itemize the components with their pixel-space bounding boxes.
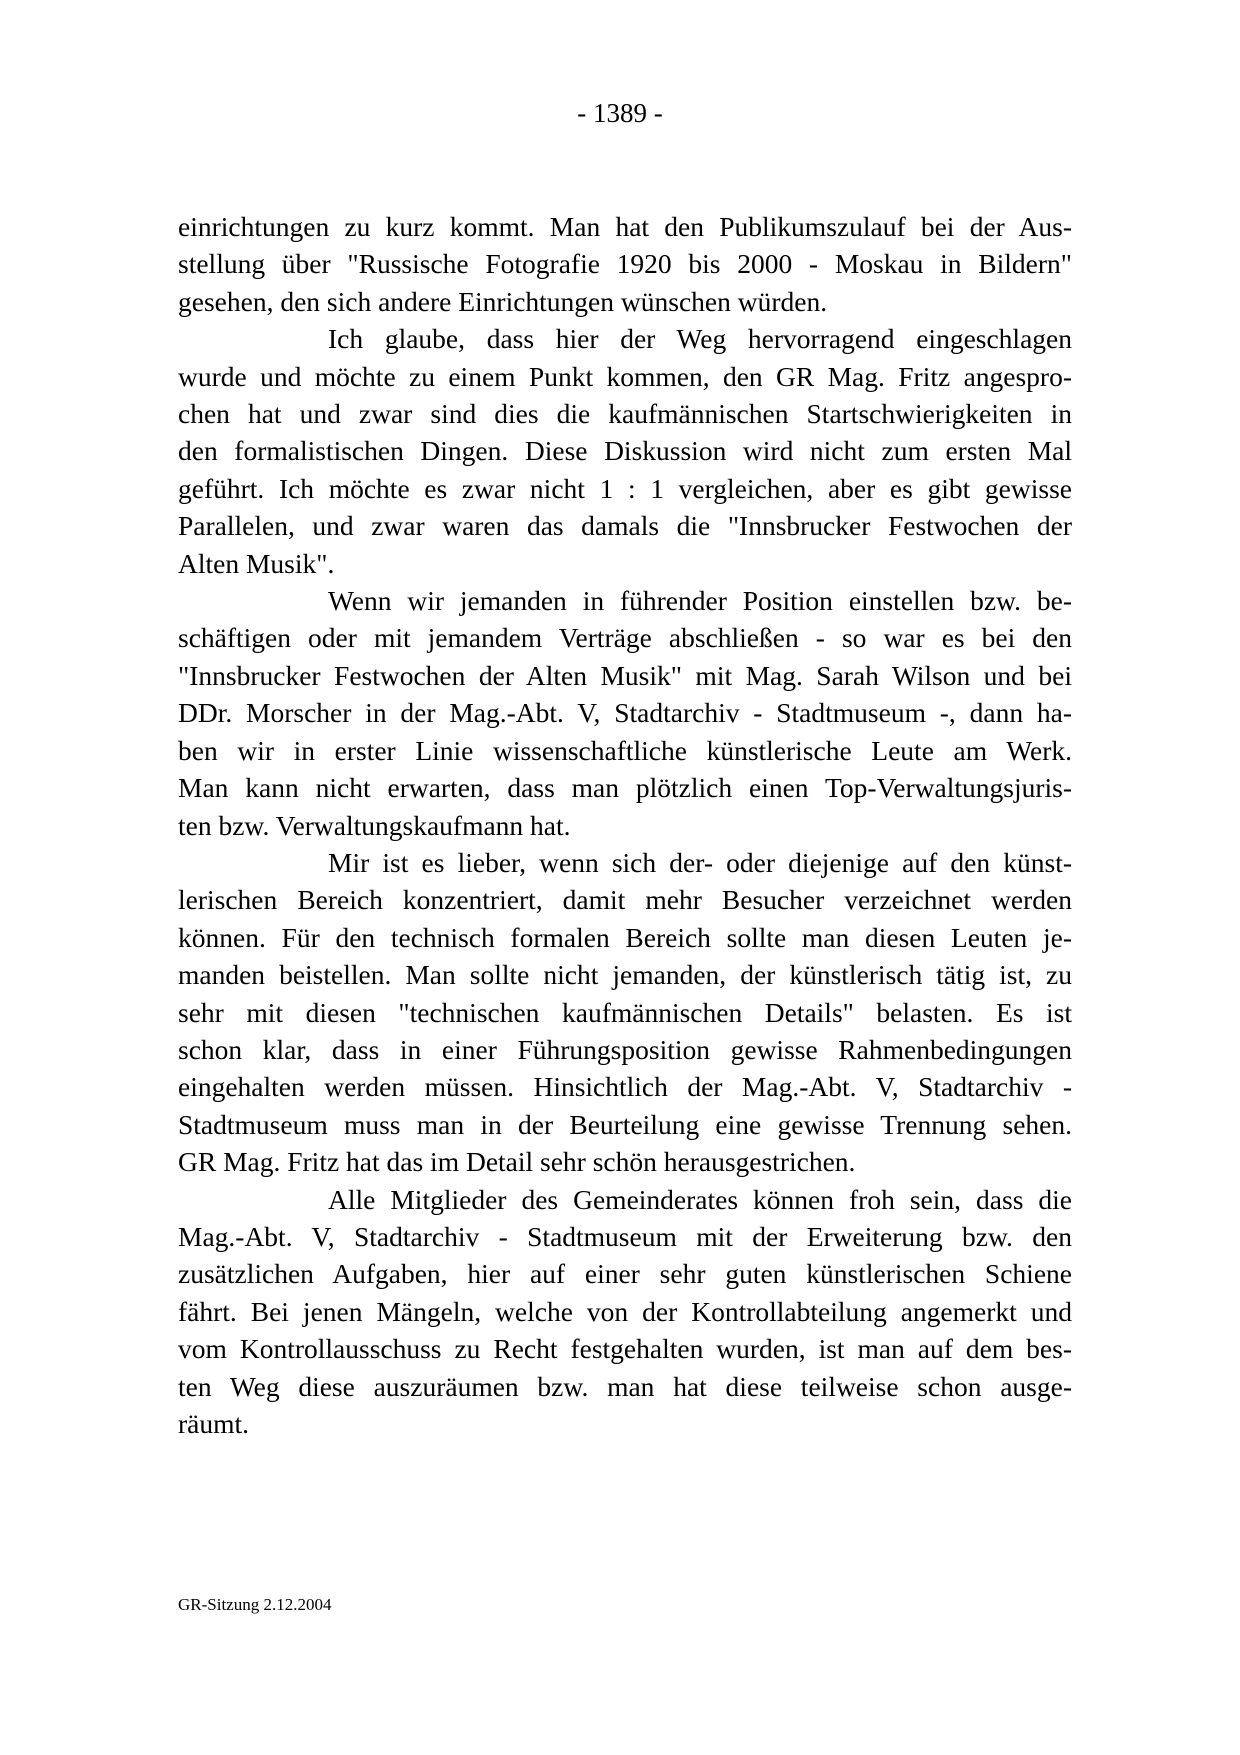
text-line: ten bzw. Verwaltungskaufmann hat. (178, 809, 571, 841)
paragraph-3 (178, 582, 1072, 844)
text-line: eingehalten werden müssen. Hinsichtlich der Mag.-Abt. V, Stadtarchiv - (178, 1071, 1072, 1103)
text-line: ben wir in erster Linie wissenschaftliche künstlerische Leute am Werk. (178, 734, 1072, 766)
paragraph-2 (178, 320, 1072, 582)
text-line: Mag.-Abt. V, Stadtarchiv - Stadtmuseum mit der Erweiterung bzw. den (178, 1220, 1072, 1252)
paragraph-1 (178, 208, 1072, 320)
text-line: chen hat und zwar sind dies die kaufmännischen Startschwierigkeiten in (178, 398, 1072, 430)
text-line: Wenn wir jemanden in führender Position einstellen bzw. be- (328, 585, 1072, 617)
text-line: vom Kontrollausschuss zu Recht festgehalten wurden, ist man auf dem bes- (178, 1333, 1072, 1365)
text-line: den formalistischen Dingen. Diese Diskussion wird nicht zum ersten Mal (178, 435, 1072, 467)
text-line: DDr. Morscher in der Mag.-Abt. V, Stadtarchiv - Stadtmuseum -, dann ha- (178, 697, 1072, 729)
text-line: einrichtungen zu kurz kommt. Man hat den Publikumszulauf bei der Aus- (178, 211, 1072, 242)
paragraph-4 (178, 844, 1072, 1181)
text-line: Man kann nicht erwarten, dass man plötzlich einen Top-Verwaltungsjuris- (178, 772, 1072, 804)
paragraph-5 (178, 1181, 1072, 1443)
text-line: "Innsbrucker Festwochen der Alten Musik" mit Mag. Sarah Wilson und bei (178, 659, 1072, 691)
text-line: wurde und möchte zu einem Punkt kommen, den GR Mag. Fritz angespro- (178, 360, 1072, 392)
text-line: Alle Mitglieder des Gemeinderates können froh sein, dass die (328, 1183, 1072, 1215)
text-line: stellung über "Russische Fotografie 1920 bis 2000 - Moskau in Bildern" (178, 248, 1072, 280)
text-line: schon klar, dass in einer Führungsposition gewisse Rahmenbedingungen (178, 1033, 1072, 1065)
text-line: ten Weg diese auszuräumen bzw. man hat diese teilweise schon ausge- (178, 1370, 1072, 1402)
footer-session-date: GR-Sitzung 2.12.2004 (178, 1595, 332, 1614)
text-line: geführt. Ich möchte es zwar nicht 1 : 1 vergleichen, aber es gibt gewisse (178, 472, 1072, 504)
text-line: GR Mag. Fritz hat das im Detail sehr schön herausgestrichen. (178, 1146, 856, 1178)
text-line: können. Für den technisch formalen Bereich sollte man diesen Leuten je- (178, 921, 1072, 953)
text-line: räumt. (178, 1408, 250, 1439)
text-line: fährt. Bei jenen Mängeln, welche von der Kontrollabteilung angemerkt und (178, 1295, 1072, 1327)
text-line: Mir ist es lieber, wenn sich der- oder diejenige auf den künst- (328, 846, 1072, 878)
text-line: zusätzlichen Aufgaben, hier auf einer sehr guten künstlerischen Schiene (178, 1258, 1072, 1290)
text-line: gesehen, den sich andere Einrichtungen wünschen würden. (178, 285, 828, 317)
text-line: schäftigen oder mit jemandem Verträge abschließen - so war es bei den (178, 622, 1072, 654)
text-line: lerischen Bereich konzentriert, damit mehr Besucher verzeichnet werden (178, 884, 1072, 916)
text-line: sehr mit diesen "technischen kaufmännischen Details" belasten. Es ist (178, 996, 1072, 1028)
text-line: Alten Musik". (178, 547, 335, 579)
page-number: - 1389 - (577, 98, 663, 128)
text-line: Parallelen, und zwar waren das damals die "Innsbrucker Festwochen der (178, 510, 1072, 542)
text-line: Stadtmuseum muss man in der Beurteilung eine gewisse Trennung sehen. (178, 1108, 1072, 1140)
text-line: manden beistellen. Man sollte nicht jemanden, der künstlerisch tätig ist, zu (178, 959, 1072, 991)
text-line: Ich glaube, dass hier der Weg hervorragend eingeschlagen (328, 323, 1072, 355)
body-text (178, 208, 1072, 1442)
